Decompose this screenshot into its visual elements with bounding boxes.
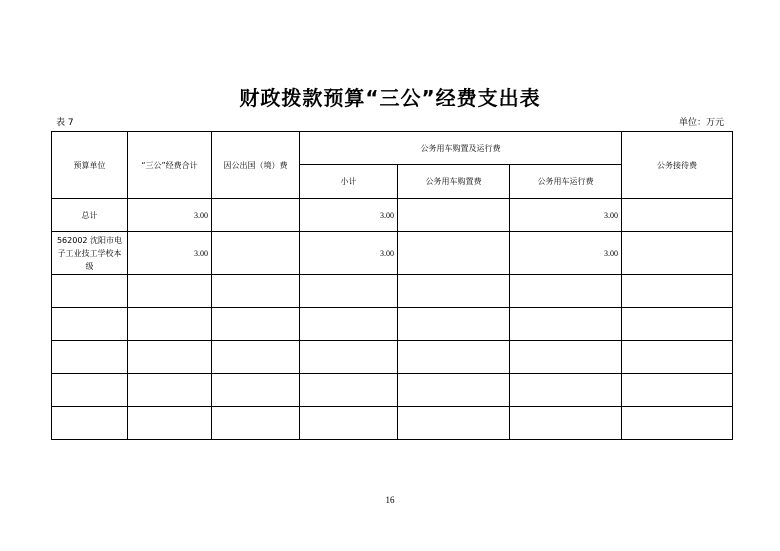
table-row-total: [52, 199, 733, 232]
page-number: 16: [385, 495, 395, 505]
table-number: 表 7: [56, 118, 74, 128]
row-total: 3.00: [128, 199, 212, 232]
table-row: [52, 232, 733, 275]
page-title: 财政拨款预算“三公”经费支出表: [239, 86, 541, 110]
row-total: 3.00: [128, 232, 212, 275]
row-reception: [622, 199, 733, 232]
empty-row: [52, 341, 733, 374]
row-subtotal: 3.00: [300, 232, 398, 275]
row-reception: [622, 232, 733, 275]
header-overseas: 因公出国（境）费: [212, 132, 300, 199]
row-purchase: [398, 199, 510, 232]
row-operation: 3.00: [510, 232, 622, 275]
header-vehicle-purchase: 公务用车购置费: [398, 165, 510, 199]
header-unit-name: 预算单位: [52, 132, 128, 199]
empty-row: [52, 407, 733, 440]
row-name: 总计: [52, 199, 128, 232]
header-vehicle-group: 公务用车购置及运行费: [300, 132, 622, 165]
budget-table: [51, 131, 733, 440]
row-overseas: [212, 232, 300, 275]
row-overseas: [212, 199, 300, 232]
header-three-public-total: “三公”经费合计: [128, 132, 212, 199]
empty-row: [52, 275, 733, 308]
header-reception: 公务接待费: [622, 132, 733, 199]
header-vehicle-operation: 公务用车运行费: [510, 165, 622, 199]
empty-row: [52, 308, 733, 341]
row-name: 562002 沈阳市电子工业技工学校本级: [52, 232, 128, 275]
header-vehicle-subtotal: 小计: [300, 165, 398, 199]
unit-label: 单位：万元: [678, 118, 724, 128]
row-operation: 3.00: [510, 199, 622, 232]
row-purchase: [398, 232, 510, 275]
row-subtotal: 3.00: [300, 199, 398, 232]
empty-row: [52, 374, 733, 407]
